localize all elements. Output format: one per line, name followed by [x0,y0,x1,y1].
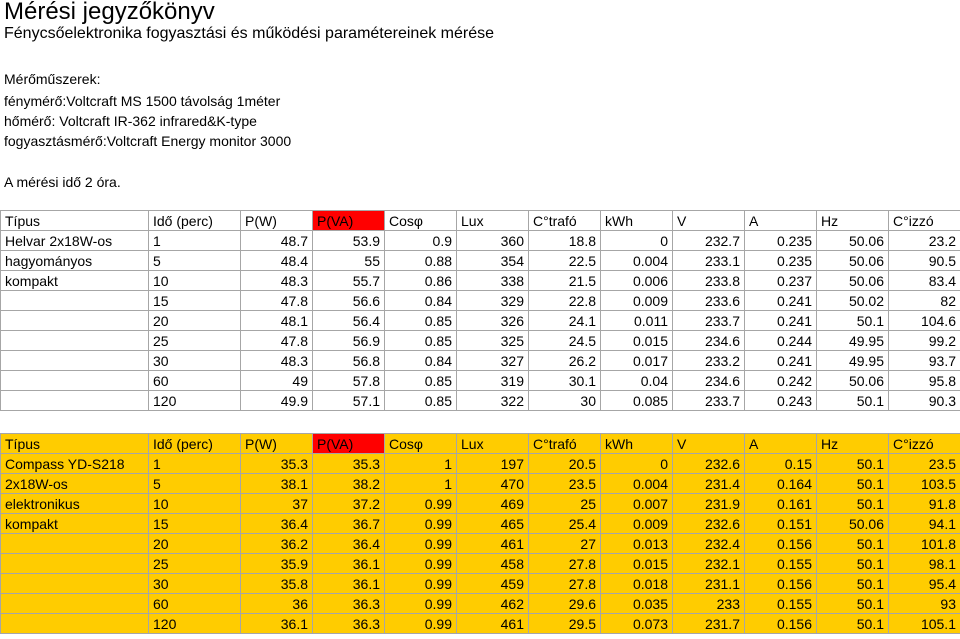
table-cell: 48.3 [241,351,313,371]
column-header: Lux [457,211,529,231]
table-cell: 329 [457,291,529,311]
table-cell: 36.3 [313,614,385,634]
table-cell: 0.015 [601,554,673,574]
table-cell: 50.1 [817,454,889,474]
table-cell: 0.155 [745,554,817,574]
table-row [1,291,960,311]
table-cell: 29.5 [529,614,601,634]
table-cell: 233.8 [673,271,745,291]
table-cell: 23.2 [889,231,960,251]
table-cell: 57.8 [313,371,385,391]
table-cell: 354 [457,251,529,271]
table-cell: 18.8 [529,231,601,251]
table-cell: 95.4 [889,574,960,594]
table-cell: 0.99 [385,574,457,594]
table-cell: 25.4 [529,514,601,534]
lamp-type-cell: Helvar 2x18W-os [1,231,149,251]
table-cell: 50.1 [817,311,889,331]
table-cell: 0.85 [385,331,457,351]
lamp-type-cell: kompakt [1,271,149,291]
table-cell: 231.7 [673,614,745,634]
table-cell: 360 [457,231,529,251]
table-row [1,474,960,494]
table-cell: 50.06 [817,371,889,391]
table-cell: 36.7 [313,514,385,534]
table-cell: 0.156 [745,614,817,634]
table-cell: 0.009 [601,291,673,311]
document-subtitle: Fénycsőelektronika fogyasztási és működési paramétereinek mérése [4,25,495,42]
table-cell: 0.85 [385,391,457,411]
table-cell: 0.011 [601,311,673,331]
table-cell: 35.9 [241,554,313,574]
table-cell: 20 [149,311,241,331]
table-cell: 0.86 [385,271,457,291]
table-cell: 50.1 [817,554,889,574]
table-cell: 35.3 [313,454,385,474]
table-cell: 0.99 [385,554,457,574]
table-cell: 27 [529,534,601,554]
measurement-table-helvar [0,210,960,411]
table-cell: 325 [457,331,529,351]
table-cell: 35.8 [241,574,313,594]
table-cell: 10 [149,494,241,514]
table-cell: 25 [149,554,241,574]
table-cell: 0 [601,231,673,251]
table-cell: 326 [457,311,529,331]
table-cell: 461 [457,534,529,554]
lamp-type-cell: elektronikus [1,494,149,514]
table-cell: 231.1 [673,574,745,594]
table-cell: 459 [457,574,529,594]
table-cell: 20 [149,534,241,554]
table-cell: 48.4 [241,251,313,271]
table-cell: 10 [149,271,241,291]
instruments-label: Mérőműszerek: [4,71,101,87]
table-cell: 23.5 [529,474,601,494]
table-cell: 50.1 [817,494,889,514]
column-header: P(VA) [313,434,385,454]
table-cell: 0.035 [601,594,673,614]
table-cell: 90.5 [889,251,960,271]
column-header: A [745,434,817,454]
table-cell: 50.1 [817,574,889,594]
column-header: C°trafó [529,211,601,231]
table-cell: 103.5 [889,474,960,494]
table-cell: 50.02 [817,291,889,311]
table-cell: 338 [457,271,529,291]
table-row [1,514,960,534]
table-cell: 50.1 [817,594,889,614]
table-cell: 27.8 [529,554,601,574]
table-row [1,554,960,574]
table-cell: 30 [149,351,241,371]
table-cell: 27.8 [529,574,601,594]
table-cell: 461 [457,614,529,634]
table-cell: 25 [149,331,241,351]
table-cell: 49 [241,371,313,391]
table-cell: 319 [457,371,529,391]
table-cell: 37.2 [313,494,385,514]
table-cell: 35.3 [241,454,313,474]
column-header: P(W) [241,211,313,231]
lamp-type-cell [1,391,149,411]
table-cell: 233.2 [673,351,745,371]
table-header-row [1,211,960,231]
table-row [1,351,960,371]
column-header: Cosφ [385,211,457,231]
table-cell: 50.1 [817,534,889,554]
table-cell: 36.4 [241,514,313,534]
lamp-type-cell [1,371,149,391]
table-cell: 1 [385,474,457,494]
table-header-row [1,434,960,454]
table-cell: 470 [457,474,529,494]
table-cell: 120 [149,614,241,634]
table-cell: 30 [529,391,601,411]
table-row [1,494,960,514]
table-cell: 24.1 [529,311,601,331]
table-cell: 233.7 [673,391,745,411]
table-cell: 37 [241,494,313,514]
table-cell: 0.9 [385,231,457,251]
table-cell: 101.8 [889,534,960,554]
table-cell: 0.242 [745,371,817,391]
table-cell: 48.3 [241,271,313,291]
table-cell: 0.99 [385,614,457,634]
table-cell: 104.6 [889,311,960,331]
table-cell: 24.5 [529,331,601,351]
table-cell: 94.1 [889,514,960,534]
column-header: Lux [457,434,529,454]
table-cell: 50.06 [817,251,889,271]
measurement-table-compass [0,433,960,634]
table-cell: 0.99 [385,494,457,514]
table-cell: 83.4 [889,271,960,291]
table-cell: 0.84 [385,351,457,371]
table-cell: 234.6 [673,331,745,351]
table-cell: 0.241 [745,291,817,311]
table-cell: 232.6 [673,454,745,474]
table-cell: 55.7 [313,271,385,291]
table-cell: 0.241 [745,311,817,331]
table-row [1,574,960,594]
table-cell: 231.9 [673,494,745,514]
table-cell: 82 [889,291,960,311]
table-cell: 1 [385,454,457,474]
table-cell: 49.95 [817,351,889,371]
table-cell: 36.4 [313,534,385,554]
column-header: Hz [817,211,889,231]
lamp-type-cell: kompakt [1,514,149,534]
table-cell: 50.06 [817,231,889,251]
instrument-line-thermometer: hőmérő: Voltcraft IR-362 infrared&K-type [4,113,257,129]
table-row [1,311,960,331]
lamp-type-cell: Compass YD-S218 [1,454,149,474]
lamp-type-cell [1,291,149,311]
lamp-type-cell [1,311,149,331]
table-cell: 0.243 [745,391,817,411]
column-header: C°izzó [889,211,960,231]
table-cell: 0.244 [745,331,817,351]
table-cell: 21.5 [529,271,601,291]
table-cell: 5 [149,251,241,271]
table-cell: 23.5 [889,454,960,474]
column-header: P(VA) [313,211,385,231]
table-cell: 22.8 [529,291,601,311]
table-cell: 0.161 [745,494,817,514]
table-cell: 93.7 [889,351,960,371]
column-header: Típus [1,211,149,231]
table-cell: 30 [149,574,241,594]
table-cell: 29.6 [529,594,601,614]
table-cell: 1 [149,454,241,474]
table-cell: 0.237 [745,271,817,291]
table-cell: 0.04 [601,371,673,391]
table-cell: 5 [149,474,241,494]
lamp-type-cell [1,331,149,351]
table-cell: 0.235 [745,231,817,251]
table-cell: 50.1 [817,391,889,411]
table-cell: 36.2 [241,534,313,554]
lamp-type-cell [1,554,149,574]
table-cell: 465 [457,514,529,534]
table-cell: 91.8 [889,494,960,514]
column-header: Típus [1,434,149,454]
column-header: P(W) [241,434,313,454]
table-cell: 0.85 [385,371,457,391]
table-cell: 48.1 [241,311,313,331]
table-cell: 36.1 [241,614,313,634]
table-cell: 36.3 [313,594,385,614]
table-cell: 322 [457,391,529,411]
column-header: kWh [601,434,673,454]
lamp-type-cell [1,594,149,614]
table-cell: 233 [673,594,745,614]
table-cell: 0.151 [745,514,817,534]
table-row [1,614,960,634]
table-cell: 232.4 [673,534,745,554]
table-cell: 57.1 [313,391,385,411]
table-cell: 50.06 [817,514,889,534]
table-cell: 22.5 [529,251,601,271]
table-cell: 0.018 [601,574,673,594]
table-cell: 327 [457,351,529,371]
table-row [1,391,960,411]
table-cell: 0.164 [745,474,817,494]
table-cell: 0.017 [601,351,673,371]
table-cell: 56.6 [313,291,385,311]
lamp-type-cell [1,614,149,634]
table-cell: 20.5 [529,454,601,474]
column-header: C°trafó [529,434,601,454]
table-cell: 0.15 [745,454,817,474]
table-cell: 0.84 [385,291,457,311]
table-cell: 53.9 [313,231,385,251]
table-cell: 47.8 [241,291,313,311]
lamp-type-cell [1,534,149,554]
table-cell: 0 [601,454,673,474]
table-cell: 0.88 [385,251,457,271]
table-cell: 0.241 [745,351,817,371]
table-cell: 233.6 [673,291,745,311]
table-cell: 231.4 [673,474,745,494]
table-cell: 49.9 [241,391,313,411]
table-cell: 56.4 [313,311,385,331]
column-header: V [673,211,745,231]
table-cell: 120 [149,391,241,411]
table-cell: 50.06 [817,271,889,291]
column-header: A [745,211,817,231]
table-cell: 90.3 [889,391,960,411]
table-row [1,594,960,614]
table-cell: 38.1 [241,474,313,494]
table-cell: 55 [313,251,385,271]
table-cell: 0.004 [601,474,673,494]
table-cell: 232.6 [673,514,745,534]
table-cell: 0.235 [745,251,817,271]
table-cell: 0.99 [385,534,457,554]
table-cell: 95.8 [889,371,960,391]
table-row [1,251,960,271]
table-row [1,271,960,291]
measurement-duration: A mérési idő 2 óra. [4,174,121,190]
table-cell: 26.2 [529,351,601,371]
table-cell: 15 [149,291,241,311]
table-row [1,534,960,554]
table-cell: 0.156 [745,534,817,554]
column-header: kWh [601,211,673,231]
table-cell: 0.004 [601,251,673,271]
table-cell: 60 [149,594,241,614]
table-cell: 0.006 [601,271,673,291]
table-cell: 36.1 [313,574,385,594]
table-cell: 469 [457,494,529,514]
table-cell: 0.085 [601,391,673,411]
table-cell: 93 [889,594,960,614]
table-cell: 0.007 [601,494,673,514]
instrument-line-energy-meter: fogyasztásmérő:Voltcraft Energy monitor 3000 [4,133,292,149]
lamp-type-cell: 2x18W-os [1,474,149,494]
table-cell: 234.6 [673,371,745,391]
column-header: V [673,434,745,454]
table-cell: 30.1 [529,371,601,391]
table-row [1,371,960,391]
table-cell: 0.99 [385,594,457,614]
table-cell: 0.013 [601,534,673,554]
table-cell: 48.7 [241,231,313,251]
table-cell: 232.7 [673,231,745,251]
table-cell: 36 [241,594,313,614]
table-cell: 232.1 [673,554,745,574]
column-header: Idő (perc) [149,211,241,231]
table-cell: 0.155 [745,594,817,614]
table-cell: 49.95 [817,331,889,351]
table-row [1,454,960,474]
table-cell: 0.156 [745,574,817,594]
table-cell: 25 [529,494,601,514]
table-row [1,331,960,351]
table-cell: 197 [457,454,529,474]
lamp-type-cell [1,351,149,371]
document-title: Mérési jegyzőkönyv [4,0,215,25]
table-cell: 0.015 [601,331,673,351]
table-cell: 98.1 [889,554,960,574]
column-header: Idő (perc) [149,434,241,454]
table-cell: 0.073 [601,614,673,634]
table-cell: 233.7 [673,311,745,331]
table-cell: 36.1 [313,554,385,574]
table-cell: 233.1 [673,251,745,271]
table-cell: 99.2 [889,331,960,351]
table-cell: 50.1 [817,474,889,494]
table-cell: 462 [457,594,529,614]
lamp-type-cell: hagyományos [1,251,149,271]
table-cell: 60 [149,371,241,391]
table-cell: 0.99 [385,514,457,534]
table-cell: 56.8 [313,351,385,371]
table-cell: 56.9 [313,331,385,351]
column-header: Hz [817,434,889,454]
table-row [1,231,960,251]
column-header: C°izzó [889,434,960,454]
table-cell: 1 [149,231,241,251]
table-cell: 38.2 [313,474,385,494]
table-cell: 0.85 [385,311,457,331]
table-cell: 47.8 [241,331,313,351]
column-header: Cosφ [385,434,457,454]
instrument-line-light-meter: fénymérő:Voltcraft MS 1500 távolság 1méter [4,93,281,109]
table-cell: 458 [457,554,529,574]
table-cell: 0.009 [601,514,673,534]
table-cell: 50.1 [817,614,889,634]
lamp-type-cell [1,574,149,594]
table-cell: 15 [149,514,241,534]
table-cell: 105.1 [889,614,960,634]
